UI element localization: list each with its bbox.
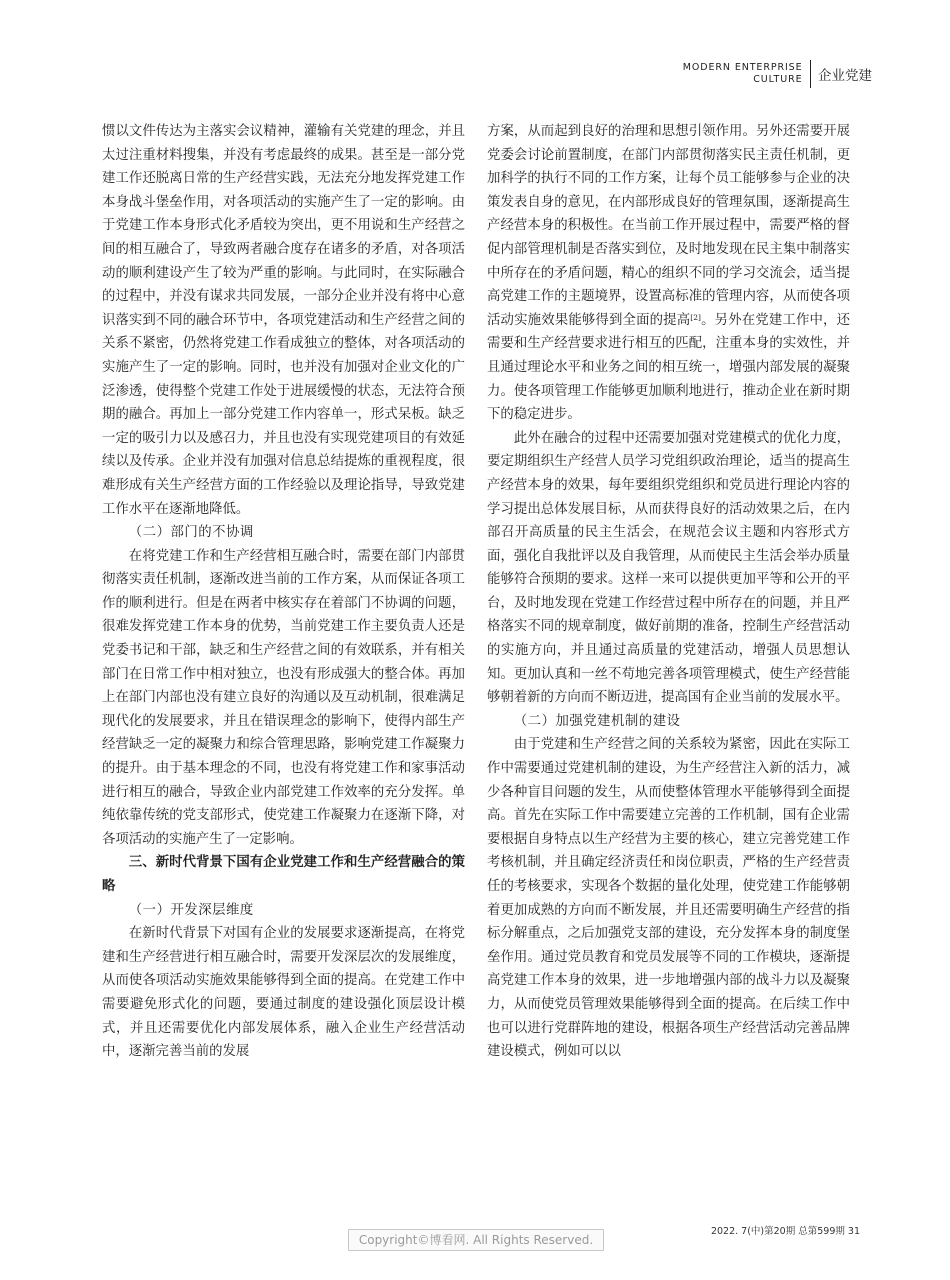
paragraph: 在将党建工作和生产经营相互融合时，需要在部门内部贯彻落实责任机制，逐渐改进当前的工作方案，从而保证各项工作的顺利进行。但是在两者中核实存在着部门不协调的问题，很难发挥党建工作本身的优势，当前党建工作主要负责人还是党委书记和干部，缺乏和生产经营之间的有效联系，并有相关部门在日常工作中相对独立，也没有形成强大的整合体。再加上在部门内部也没有建立良好的沟通以及互动机制，很难满足现代化的发展要求，并且在错误理念的影响下，使得内部生产经营缺乏一定的凝聚力和综合管理思路，影响党建工作凝聚力的提升。由于基本理念的不同，也没有将党建工作和家事活动进行相互的融合，导致企业内部党建工作效率的充分发挥。单纯依靠传统的党支部形式，使党建工作凝聚力在逐渐下降，对各项活动的实施产生了一定影响。 bbox=[102, 548, 465, 847]
paragraph: 此外在融合的过程中还需要加强对党建模式的优化力度，要定期组织生产经营人员学习党组织政治理论，适当的提高生产经营本身的效果，每年要组织党组织和党员进行理论内容的学习提出总体发展目标，从而获得良好的活动效果之后，在内部召开高质量的民主生活会，在规范会议主题和内容形式方面，强化自我批评以及自我管理，从而使民主生活会举办质量能够符合预期的要求。这样一来可以提供更加平等和公开的平台，及时地发现在党建工作经营过程中所存在的问题，并且严格落实不同的规章制度，做好前期的准备，控制生产经营活动的实施方向，并且通过高质量的党建活动，增强人员思想认知。更加认真和一丝不苟地完善各项管理模式，使生产经营能够朝着新的方向而不断迈进，提高国有企业当前的发展水平。 bbox=[487, 430, 850, 706]
paragraph: 由于党建和生产经营之间的关系较为紧密，因此在实际工作中需要通过党建机制的建设，为生产经营注入新的活力，减少各种盲目问题的发生，从而使整体管理水平能够得到全面提高。首先在实际工作中需要建立完善的工作机制，国有企业需要根据自身特点以生产经营为主要的核心，建立完善党建工作考核机制，并且确定经济责任和岗位职责，严格的生产经营责任的考核要求，实现各个数据的量化处理，使党建工作能够朝着更加成熟的方向而不断发展，并且还需要明确生产经营的指标分解重点，之后加强党支部的建设，充分发挥本身的制度堡垒作用。通过党员教育和党员发展等不同的工作模块，逐渐提高党建工作本身的效果，进一步地增强内部的战斗力以及凝聚力，从而使党员管理效果能够得到全面的提高。在后续工作中也可以进行党群阵地的建设，根据各项生产经营活动完善品牌建设模式，例如可以以 bbox=[487, 737, 850, 1060]
copyright-watermark: Copyright©博看网. All Rights Reserved. bbox=[348, 1229, 604, 1251]
journal-name-line2: CULTURE bbox=[753, 74, 803, 85]
paragraph-text: 方案，从而起到良好的治理和思想引领作用。另外还需要开展党委会讨论前置制度，在部门内部贯彻落实民主责任机制，更加科学的执行不同的工作方案，让每个员工能够参与企业的决策发表自身的意见，在内部形成良好的管理氛围，逐渐提高生产经营本身的积极性。在当前工作开展过程中，需要严格的督促内部管理机制是否落实到位，及时地发现在民主集中制落实中所存在的矛盾问题，精心的组织不同的学习交流会，适当提高党建工作的主题境界，设置高标准的管理内容，从而使各项活动实施效果能够得到全面的提高 bbox=[487, 124, 850, 328]
left-column bbox=[102, 120, 465, 1064]
page-footer bbox=[711, 1223, 860, 1237]
paragraph bbox=[487, 120, 850, 427]
subsection-heading: （二）加强党建机制的建设 bbox=[513, 713, 681, 729]
paragraph: 在新时代背景下对国有企业的发展要求逐渐提高，在将党建和生产经营进行相互融合时，需要开发深层次的发展维度，从而使各项活动实施效果能够得到全面的提高。在党建工作中需要避免形式化的问题，要通过制度的建设强化顶层设计模式，并且还需要优化内部发展体系，融入企业生产经营活动中，逐渐完善当前的发展 bbox=[102, 926, 465, 1060]
reference-marker: [2] bbox=[690, 312, 701, 322]
journal-english-name bbox=[683, 62, 803, 86]
section-heading: 三、新时代背景下国有企业党建工作和生产经营融合的策略 bbox=[102, 854, 465, 894]
page-header bbox=[683, 58, 872, 90]
subsection-heading: （二）部门的不协调 bbox=[128, 525, 254, 541]
page-number: 31 bbox=[847, 1226, 860, 1237]
paragraph-text: 。另外在党建工作中，还需要和生产经营要求进行相互的匹配，注重本身的实效性，并且通过理论水平和业务之间的相互统一，增强内部发展的凝聚力。使各项管理工作能够更加顺利地进行，推动企业在新时期下的稳定进步。 bbox=[487, 312, 851, 423]
issue-info: 2022. 7(中)第20期 总第599期 bbox=[710, 1226, 845, 1237]
section-name: 企业党建 bbox=[818, 68, 872, 84]
subsection-heading: （一）开发深层维度 bbox=[128, 902, 254, 918]
paragraph: 惯以文件传达为主落实会议精神，灌输有关党建的理念，并且太过注重材料搜集，并没有考虑最终的成果。甚至是一部分党建工作还脱离日常的生产经营实践，无法充分地发挥党建工作本身战斗堡垒作用，对各项活动的实施产生了一定的影响。由于党建工作本身形式化矛盾较为突出，更不用说和生产经营之间的相互融合了，导致两者融合度存在诸多的矛盾，对各项活动的顺利建设产生了较为严重的影响。与此同时，在实际融合的过程中，并没有谋求共同发展，一部分企业并没有将中心意识落实到不同的融合环节中，各项党建活动和生产经营之间的关系不紧密，仍然将党建工作看成独立的整体，对各项活动的实施产生了一定的影响。同时，也并没有加强对企业文化的广泛渗透，使得整个党建工作处于进展缓慢的状态，无法符合预期的融合。再加上一部分党建工作内容单一，形式呆板。缺乏一定的吸引力以及感召力，并且也没有实现党建项目的有效延续以及传承。企业并没有加强对信息总结提炼的重视程度，很难形成有关生产经营方面的工作经验以及理论指导，导致党建工作水平在逐渐地降低。 bbox=[102, 124, 465, 517]
header-divider bbox=[810, 60, 812, 88]
journal-name-line1: MODERN ENTERPRISE bbox=[682, 62, 803, 73]
right-column bbox=[487, 120, 850, 1064]
